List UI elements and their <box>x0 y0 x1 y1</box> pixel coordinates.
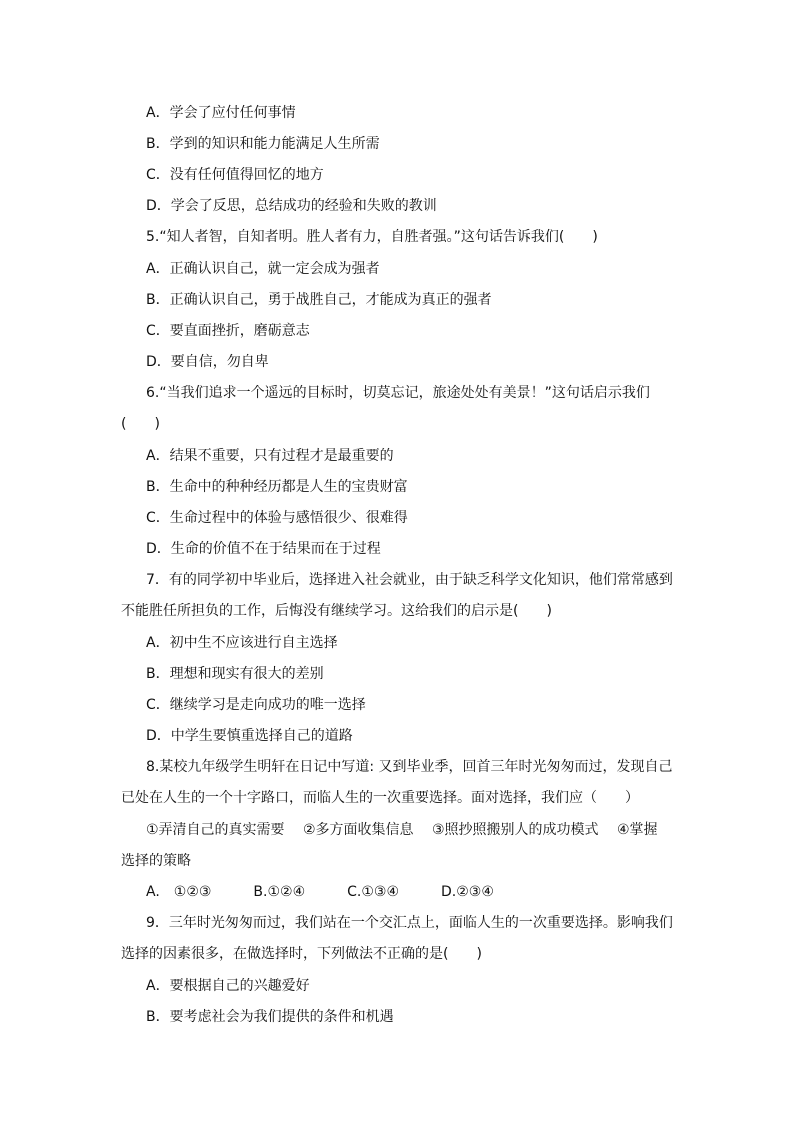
question-8-stem: 8.某校九年级学生明轩在日记中写道: 又到毕业季，回首三年时光匆匆而过，发现自己 <box>146 759 673 775</box>
q7-option-b: B．理想和现实有很大的差别 <box>146 666 324 682</box>
question-9-stem: 9．三年时光匆匆而过，我们站在一个交汇点上，面临人生的一次重要选择。影响我们 <box>146 915 673 931</box>
q4-option-d: D．学会了反思，总结成功的经验和失败的教训 <box>146 198 437 214</box>
question-6-stem-cont: ( ) <box>121 416 160 432</box>
q6-option-d: D．生命的价值不在于结果而在于过程 <box>146 541 381 557</box>
q6-option-a: A．结果不重要，只有过程才是最重要的 <box>146 448 394 464</box>
q5-option-b: B．正确认识自己，勇于战胜自己，才能成为真正的强者 <box>146 292 492 308</box>
question-7-stem-cont: 不能胜任所担负的工作，后悔没有继续学习。这给我们的启示是( ) <box>121 603 552 619</box>
q8-options: A. ①②③ B.①②④ C.①③④ D.②③④ <box>146 884 494 900</box>
q7-option-a: A．初中生不应该进行自主选择 <box>146 635 338 651</box>
q4-option-a: A．学会了应付任何事情 <box>146 105 296 121</box>
q6-option-c: C．生命过程中的体验与感悟很少、很难得 <box>146 510 408 526</box>
q4-option-c: C．没有任何值得回忆的地方 <box>146 167 324 183</box>
q4-option-b: B．学到的知识和能力能满足人生所需 <box>146 136 380 152</box>
q5-option-c: C．要直面挫折，磨砺意志 <box>146 323 310 339</box>
question-6-stem: 6.“当我们追求一个遥远的目标时，切莫忘记，旅途处处有美景！”这句话启示我们 <box>146 385 650 401</box>
q9-option-b: B．要考虑社会为我们提供的条件和机遇 <box>146 1009 394 1025</box>
q5-option-d: D．要自信，勿自卑 <box>146 354 269 370</box>
question-7-stem: 7．有的同学初中毕业后，选择进入社会就业，由于缺乏科学文化知识，他们常常感到 <box>146 572 673 588</box>
q6-option-b: B．生命中的种种经历都是人生的宝贵财富 <box>146 479 408 495</box>
question-5-stem: 5.“知人者智，自知者明。胜人者有力，自胜者强。”这句话告诉我们( ) <box>146 229 598 245</box>
q5-option-a: A．正确认识自己，就一定会成为强者 <box>146 261 380 277</box>
q8-statements-cont: 选择的策略 <box>121 853 191 869</box>
q7-option-d: D．中学生要慎重选择自己的道路 <box>146 728 353 744</box>
q7-option-c: C．继续学习是走向成功的唯一选择 <box>146 697 366 713</box>
question-9-stem-cont: 选择的因素很多，在做选择时，下列做法不正确的是( ) <box>121 946 482 962</box>
q9-option-a: A．要根据自己的兴趣爱好 <box>146 978 310 994</box>
q8-statements: ①弄清自己的真实需要 ②多方面收集信息 ③照抄照搬别人的成功模式 ④掌握 <box>146 822 658 838</box>
question-8-stem-cont: 已处在人生的一个十字路口，而临人生的一次重要选择。面对选择，我们应（ ） <box>121 790 639 806</box>
